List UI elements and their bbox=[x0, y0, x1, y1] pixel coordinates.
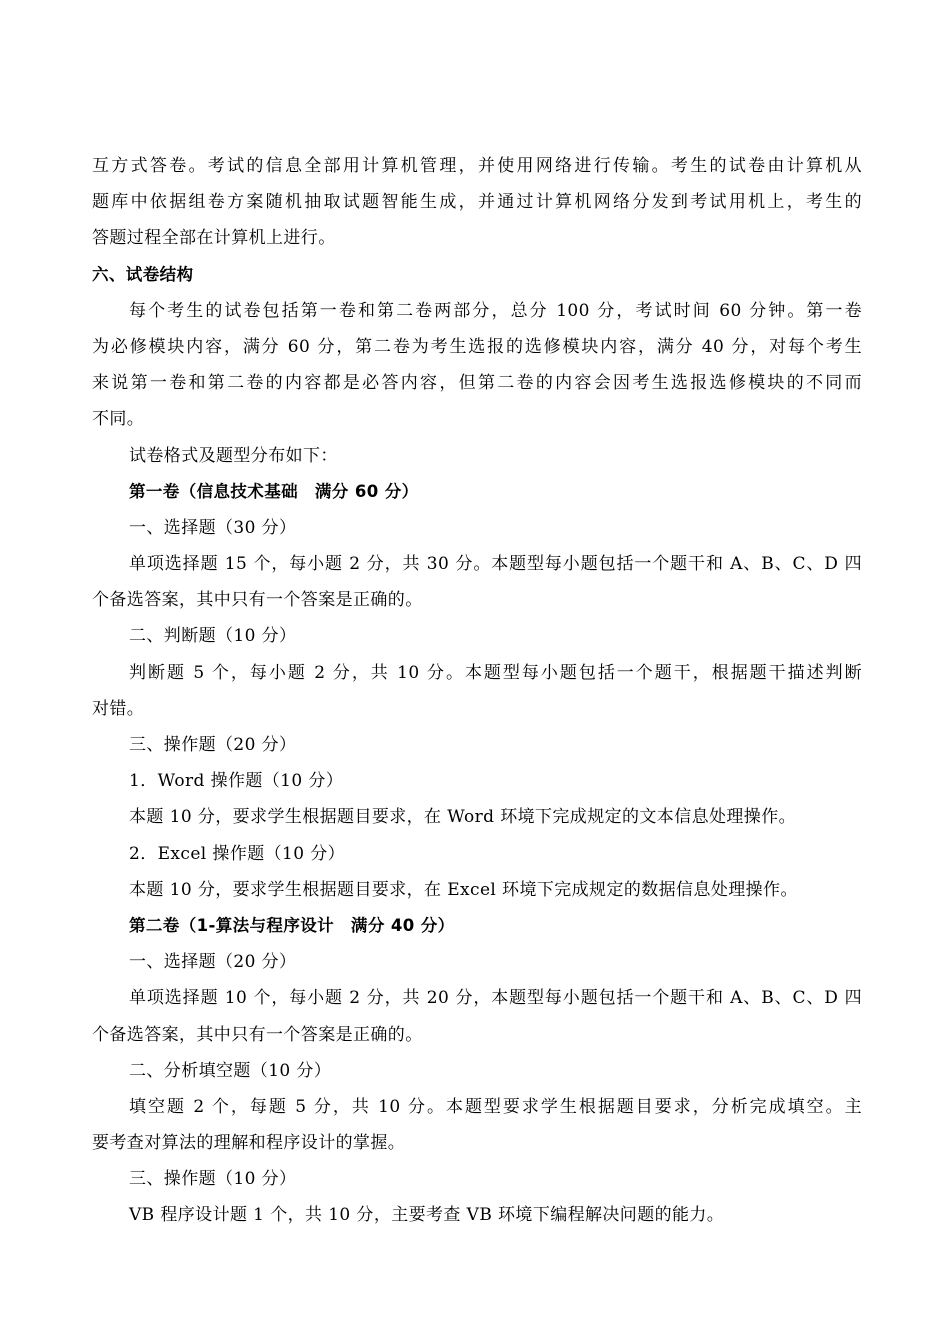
structure-para-line-3: 来说第一卷和第二卷的内容都是必答内容，但第二卷的内容会因考生选报选修模块的不同而 bbox=[92, 373, 862, 394]
volume1-q2-desc-line-1: 判断题 5 个，每小题 2 分，共 10 分。本题型每小题包括一个题干，根据题干描述判断 bbox=[129, 662, 862, 683]
volume2-q2-title: 二、分析填空题（10 分） bbox=[129, 1060, 332, 1081]
document-page bbox=[92, 148, 862, 1234]
volume2-q2-desc-line-2: 要考查对算法的理解和程序设计的掌握。 bbox=[92, 1133, 406, 1154]
volume1-q3-title: 三、操作题（20 分） bbox=[129, 735, 297, 755]
format-intro: 试卷格式及题型分布如下： bbox=[129, 445, 338, 466]
volume2-q1-desc-line-1: 单项选择题 10 个，每小题 2 分，共 20 分，本题型每小题包括一个题干和 A、B、C、D 四 bbox=[129, 988, 862, 1009]
volume2-q3-desc: VB 程序设计题 1 个，共 10 分，主要考查 VB 环境下编程解决问题的能力。 bbox=[129, 1205, 725, 1226]
volume1-q3-sub2-desc: 本题 10 分，要求学生根据题目要求，在 Excel 环境下完成规定的数据信息处理操作。 bbox=[129, 879, 798, 900]
volume1-q3-sub2-title: 2．Excel 操作题（10 分） bbox=[129, 843, 346, 864]
structure-para-line-2: 为必修模块内容，满分 60 分，第二卷为考生选报的选修模块内容，满分 40 分，对每个考生 bbox=[92, 336, 862, 357]
volume1-title: 第一卷（信息技术基础 满分 60 分） bbox=[129, 481, 419, 501]
volume1-q2-desc-line-2: 对错。 bbox=[92, 698, 145, 719]
intro-line-1: 互方式答卷。考试的信息全部用计算机管理，并使用网络进行传输。考生的试卷由计算机从 bbox=[92, 156, 862, 176]
volume2-title: 第二卷（1-算法与程序设计 满分 40 分） bbox=[129, 915, 455, 935]
section-heading-exam-structure: 六、试卷结构 bbox=[92, 264, 194, 284]
structure-para-line-1: 每个考生的试卷包括第一卷和第二卷两部分，总分 100 分，考试时间 60 分钟。第一卷 bbox=[129, 300, 862, 321]
volume1-q1-desc-line-1: 单项选择题 15 个，每小题 2 分，共 30 分。本题型每小题包括一个题干和 A、B、C、D 四 bbox=[129, 554, 862, 575]
volume1-q3-sub1-title: 1．Word 操作题（10 分） bbox=[129, 771, 344, 792]
volume1-q1-title: 一、选择题（30 分） bbox=[129, 517, 297, 538]
intro-line-3: 答题过程全部在计算机上进行。 bbox=[92, 228, 336, 249]
volume2-q2-desc-line-1: 填空题 2 个，每题 5 分，共 10 分。本题型要求学生根据题目要求，分析完成填空。主 bbox=[129, 1096, 862, 1117]
volume2-q1-title: 一、选择题（20 分） bbox=[129, 952, 297, 973]
volume2-q1-desc-line-2: 个备选答案，其中只有一个答案是正确的。 bbox=[92, 1024, 423, 1045]
volume2-q3-title: 三、操作题（10 分） bbox=[129, 1169, 297, 1190]
structure-para-line-4: 不同。 bbox=[92, 409, 145, 430]
intro-line-2: 题库中依据组卷方案随机抽取试题智能生成，并通过计算机网络分发到考试用机上，考生的 bbox=[92, 192, 862, 213]
volume1-q2-title: 二、判断题（10 分） bbox=[129, 626, 297, 647]
volume1-q3-sub1-desc: 本题 10 分，要求学生根据题目要求，在 Word 环境下完成规定的文本信息处理操作。 bbox=[129, 807, 797, 828]
volume1-q1-desc-line-2: 个备选答案，其中只有一个答案是正确的。 bbox=[92, 590, 423, 611]
